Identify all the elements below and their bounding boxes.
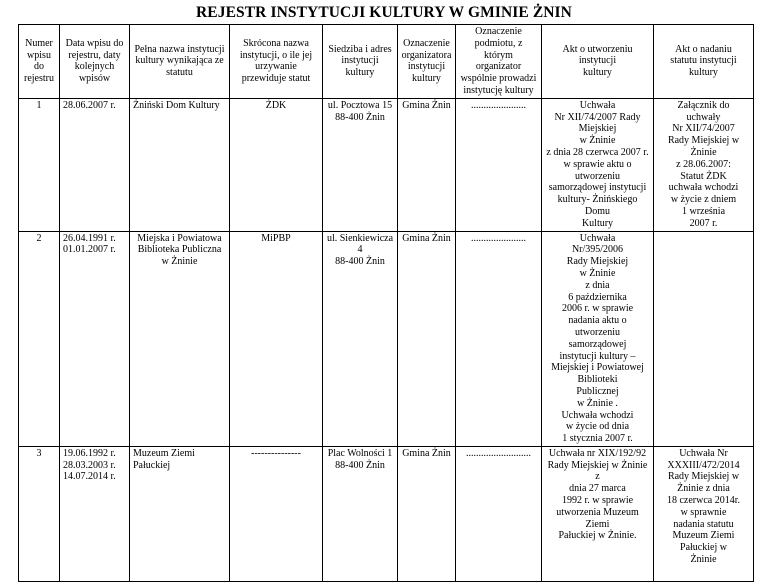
cell-short-name: ŻDK: [230, 98, 323, 231]
cell-full-name: Żniński Dom Kultury: [130, 98, 230, 231]
cell-address: Plac Wolności 1 88-400 Żnin: [323, 446, 398, 581]
cell-address: ul. Pocztowa 15 88-400 Żnin: [323, 98, 398, 231]
cell-nr: 1: [19, 98, 60, 231]
cell-address: ul. Sienkiewicza 4 88-400 Żnin: [323, 231, 398, 446]
cell-organizer: Gmina Żnin: [398, 98, 456, 231]
header-cell-nr: Numer wpisu do rejestru: [19, 25, 60, 99]
cell-dates: 28.06.2007 r.: [60, 98, 130, 231]
table-row: [19, 231, 754, 446]
cell-partner: ..........................: [456, 446, 542, 581]
table-row: [19, 98, 754, 231]
cell-short-name: MiPBP: [230, 231, 323, 446]
cell-full-name: Miejska i Powiatowa Biblioteka Publiczna w Żninie: [130, 231, 230, 446]
cell-creation-act: Uchwała Nr XII/74/2007 Rady Miejskiej w Żninie z dnia 28 czerwca 2007 r. w sprawie aktu o utworzeniu samorządowej instytucji kultury- Żnińskiego Domu Kultury: [542, 98, 654, 231]
cell-dates: 19.06.1992 r. 28.03.2003 r. 14.07.2014 r.: [60, 446, 130, 581]
registry-table: [18, 24, 754, 582]
cell-statute-act: Załącznik do uchwały Nr XII/74/2007 Rady Miejskiej w Żninie z 28.06.2007: Statut ŻDK uchwała wchodzi w życie z dniem 1 września 2007 r.: [654, 98, 754, 231]
cell-creation-act: Uchwała nr XIX/192/92 Rady Miejskiej w Żninie z dnia 27 marca 1992 r. w sprawie utworzenia Muzeum Ziemi Pałuckiej w Żninie.: [542, 446, 654, 581]
cell-dates: 26.04.1991 r. 01.01.2007 r.: [60, 231, 130, 446]
table-row: [19, 446, 754, 581]
cell-statute-act: [654, 231, 754, 446]
cell-nr: 3: [19, 446, 60, 581]
cell-statute-act: Uchwała Nr XXXIII/472/2014 Rady Miejskiej w Żninie z dnia 18 czerwca 2014r. w sprawnie nadania statutu Muzeum Ziemi Pałuckiej w Żninie: [654, 446, 754, 581]
header-cell-full-name: Pełna nazwa instytucji kultury wynikająca ze statutu: [130, 25, 230, 99]
header-cell-address: Siedziba i adres instytucji kultury: [323, 25, 398, 99]
header-cell-creation-act: Akt o utworzeniu instytucji kultury: [542, 25, 654, 99]
header-cell-short-name: Skrócona nazwa instytucji, o ile jej urzywanie przewiduje statut: [230, 25, 323, 99]
cell-creation-act: Uchwała Nr/395/2006 Rady Miejskiej w Żninie z dnia 6 października 2006 r. w sprawie nadania aktu o utworzeniu samorządowej instytucji kultury – Miejskiej i Powiatowej Biblioteki Publicznej w Żninie . Uchwała wchodzi w życie od dnia 1 stycznia 2007 r.: [542, 231, 654, 446]
cell-full-name: Muzeum Ziemi Pałuckiej: [130, 446, 230, 581]
cell-partner: ......................: [456, 98, 542, 231]
cell-organizer: Gmina Żnin: [398, 446, 456, 581]
header-row: [19, 25, 754, 99]
cell-short-name: ---------------: [230, 446, 323, 581]
header-cell-dates: Data wpisu do rejestru, daty kolejnych wpisów: [60, 25, 130, 99]
cell-organizer: Gmina Żnin: [398, 231, 456, 446]
header-cell-statute-act: Akt o nadaniu statutu instytucji kultury: [654, 25, 754, 99]
page-title: REJESTR INSTYTUCJI KULTURY W GMINIE ŻNIN: [196, 4, 572, 21]
header-cell-organizer: Oznaczenie organizatora instytucji kultury: [398, 25, 456, 99]
header-cell-partner: Oznaczenie podmiotu, z którym organizator wspólnie prowadzi instytucję kultury: [456, 25, 542, 99]
cell-partner: ......................: [456, 231, 542, 446]
cell-nr: 2: [19, 231, 60, 446]
